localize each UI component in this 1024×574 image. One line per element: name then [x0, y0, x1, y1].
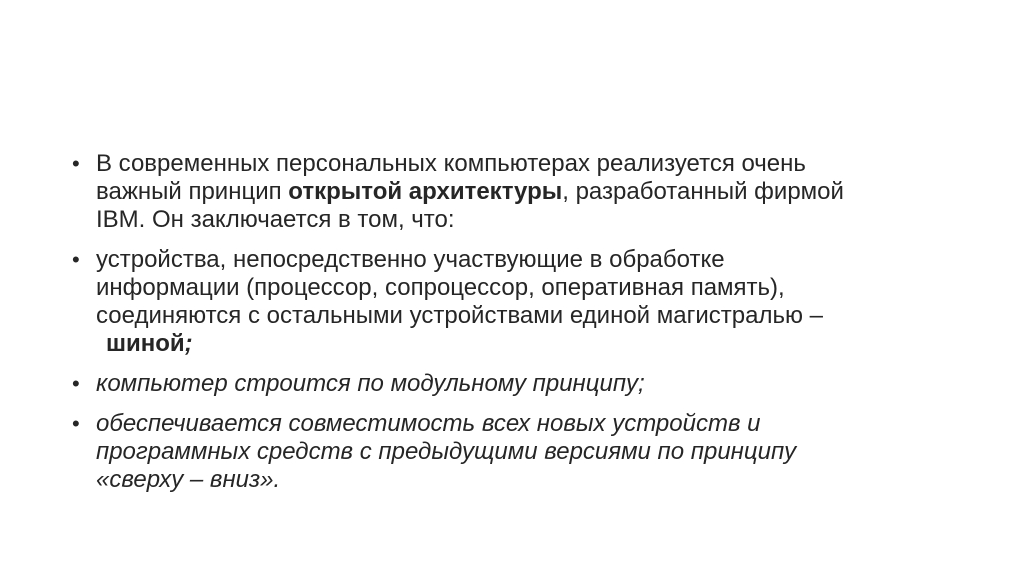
bullet-text: В современных персональных компьютерах реализуется очень: [96, 150, 806, 177]
bullet-text: программных средств с предыдущими версиями по принципу: [96, 438, 797, 465]
bullet-punctuation: ;: [184, 330, 193, 357]
bullet-icon: •: [72, 371, 80, 396]
bullet-item-open-architecture: [72, 150, 972, 234]
bullet-line: [96, 302, 972, 330]
bullet-item-compatibility: [72, 410, 972, 494]
bullet-text: IBM. Он заключается в том, что:: [96, 206, 455, 233]
bullet-text: важный принцип: [96, 178, 289, 205]
bullet-line: [96, 274, 972, 302]
bullet-bold-term: шиной: [106, 330, 185, 357]
bullet-icon: •: [72, 151, 80, 176]
bullet-line: [96, 438, 972, 466]
bullet-bold-term: открытой архитектуры: [288, 178, 563, 205]
bullet-text: соединяются с остальными устройствами единой магистралью –: [96, 302, 823, 329]
bullet-line: [96, 150, 972, 178]
bullet-icon: •: [72, 247, 80, 272]
bullet-text: компьютер строится по модульному принципу;: [96, 370, 645, 397]
bullet-text: «сверху – вниз».: [96, 466, 281, 493]
bullet-line: [96, 206, 972, 234]
bullet-item-modular: [72, 370, 972, 398]
bullet-line: [96, 178, 972, 206]
bullet-text: информации (процессор, сопроцессор, оперативная память),: [96, 274, 785, 301]
bullet-icon: •: [72, 411, 80, 436]
bullet-text: , разработанный фирмой: [562, 178, 844, 205]
bullet-text: устройства, непосредственно участвующие в обработке: [96, 246, 725, 273]
bullet-line: [96, 370, 972, 398]
bullet-item-bus: [72, 246, 972, 358]
bullet-line: [96, 246, 972, 274]
bullet-line: [96, 330, 972, 358]
bullet-list: [72, 150, 972, 506]
bullet-text: обеспечивается совместимость всех новых устройств и: [96, 410, 761, 437]
bullet-line: [96, 466, 972, 494]
bullet-line: [96, 410, 972, 438]
